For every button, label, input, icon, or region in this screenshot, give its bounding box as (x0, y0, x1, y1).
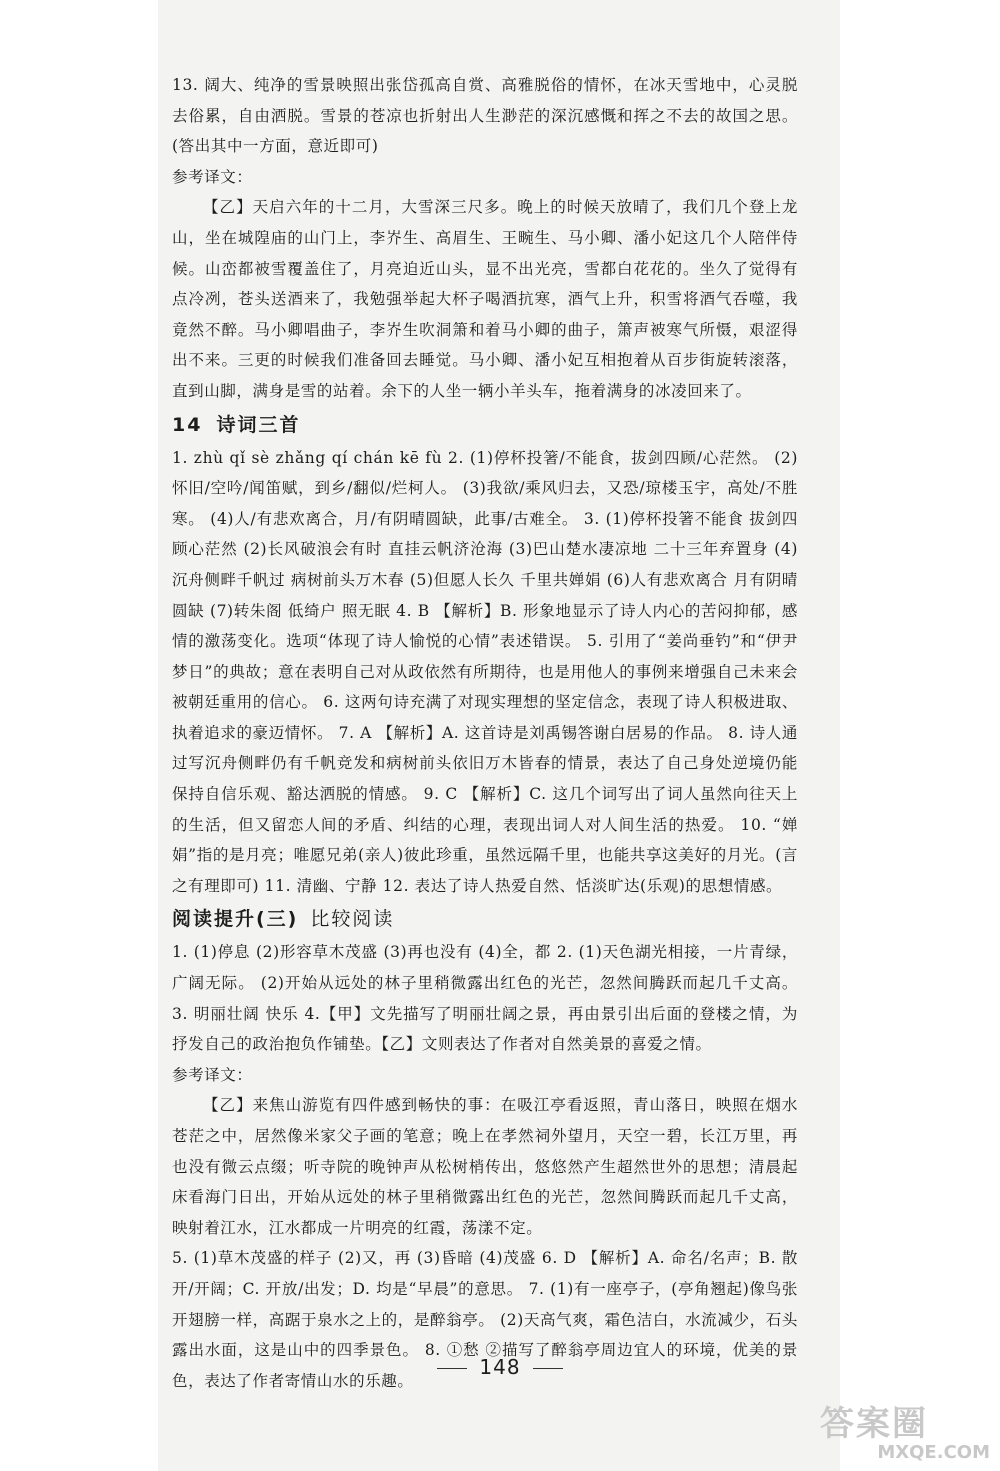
reading-title: 阅读提升(三) (172, 908, 299, 931)
section-answers: 1. zhù qǐ sè zhǎng qí chán kē fù 2. (1)停杯投箸/不能食，拔剑四顾/心茫然。 (2)怀旧/空吟/闻笛赋，到乡/翻似/烂柯人。 (3)我欲/乘风归去，又恐/琼楼玉宇，高处/不胜寒。 (4)人/有悲欢离合，月/有阴晴圆缺，此事/古难全。 3. (1)停杯投箸不能食 拔剑四顾心茫然 (2)长风破浪会有时 直挂云帆济沧海 (3)巴山楚水凄凉地 二十三年弃置身 (4)沉舟侧畔千帆过 病树前头万木春 (5)但愿人长久 千里共婵娟 (6)人有悲欢离合 月有阴晴圆缺 (7)转朱阁 低绮户 照无眠 4. B 【解析】B. 形象地显示了诗人内心的苦闷抑郁，感情的激荡变化。选项“体现了诗人愉悦的心情”表述错误。 5. 引用了“姜尚垂钓”和“伊尹梦日”的典故；意在表明自己对从政依然有所期待，也是用他人的事例来增强自己未来会被朝廷重用的信心。 6. 这两句诗充满了对现实理想的坚定信念，表现了诗人积极进取、执着追求的豪迈情怀。 7. A 【解析】A. 这首诗是刘禹锡答谢白居易的作品。 8. 诗人通过写沉舟侧畔仍有千帆竞发和病树前头依旧万木皆春的情景，表达了自己身处逆境仍能保持自信乐观、豁达洒脱的情感。 9. C 【解析】C. 这几个词写出了词人虽然向往天上的生活，但又留恋人间的矛盾、纠结的心理，表现出词人对人间生活的热爱。 10. “婵娟”指的是月亮；唯愿兄弟(亲人)彼此珍重，虽然远隔千里，也能共享这美好的月光。(言之有理即可) 11. 清幽、宁静 12. 表达了诗人热爱自然、恬淡旷达(乐观)的思想情感。 (172, 448, 798, 895)
page-content (172, 70, 798, 1396)
section-title: 诗词三首 (216, 413, 301, 436)
q13-answer: 13. 阔大、纯净的雪景映照出张岱孤高自赏、高雅脱俗的情怀，在冰天雪地中，心灵脱去俗累，自由洒脱。雪景的苍凉也折射出人生渺茫的深沉感慨和挥之不去的故国之思。(答出其中一方面，意近即可) (172, 76, 798, 156)
section-heading (172, 407, 798, 443)
reference-label: 参考译文： (172, 167, 253, 186)
watermark-url: MXQE.COM (877, 1442, 990, 1463)
page-number (0, 1355, 1000, 1379)
reading-reference-translation: 【乙】来焦山游览有四件感到畅快的事：在吸江亭看返照，青山落日，映照在烟水苍茫之中，居然像米家父子画的笔意；晚上在孝然祠外望月，天空一碧，长江万里，再也没有微云点缀；听寺院的晚钟声从松树梢传出，悠悠然产生超然世外的思想；清晨起床看海门日出，开始从远处的林子里稍微露出红色的光芒，忽然间腾跃而起几千丈高，映射着江水，江水都成一片明亮的红霞，荡漾不定。 (172, 1096, 798, 1237)
reading-answers-part2: 5. (1)草木茂盛的样子 (2)又，再 (3)昏暗 (4)茂盛 6. D 【解析】A. 命名/名声；B. 散开/开阔；C. 开放/出发；D. 均是“早晨”的意思。 7. (1)有一座亭子，(亭角翘起)像鸟张开翅膀一样，高踞于泉水之上的，是醉翁亭。 (2)天高气爽，霜色洁白，水流减少，石头露出水面，这是山中的四季景色。 8. ①愁 ②描写了醉翁亭周边宜人的环境，优美的景色，表达了作者寄情山水的乐趣。 (172, 1249, 798, 1390)
page-number-text: 148 (479, 1355, 521, 1379)
page-number-dash-left (437, 1368, 467, 1369)
reading-reference-label: 参考译文： (172, 1065, 253, 1084)
reference-translation: 【乙】天启六年的十二月，大雪深三尺多。晚上的时候天放晴了，我们几个登上龙山，坐在城隍庙的山门上，李岕生、高眉生、王畹生、马小卿、潘小妃这几个人陪伴侍候。山峦都被雪覆盖住了，月亮迫近山头，显不出光亮，雪都白花花的。坐久了觉得有点冷冽，苍头送酒来了，我勉强举起大杯子喝酒抗寒，酒气上升，积雪将酒气吞噬，我竟然不醉。马小卿唱曲子，李岕生吹洞箫和着马小卿的曲子，箫声被寒气所慑，艰涩得出不来。三更的时候我们准备回去睡觉。马小卿、潘小妃互相抱着从百步街旋转滚落，直到山脚，满身是雪的站着。余下的人坐一辆小羊头车，拖着满身的冰凌回来了。 (172, 198, 798, 400)
watermark-mark: 答案圈 (820, 1404, 928, 1444)
reading-answers-part1: 1. (1)停息 (2)形容草木茂盛 (3)再也没有 (4)全，都 2. (1)天色湖光相接，一片青绿，广阔无际。 (2)开始从远处的林子里稍微露出红色的光芒，忽然间腾跃而起几千丈高。 3. 明丽壮阔 快乐 4.【甲】文先描写了明丽壮阔之景，再由景引出后面的登楼之情，为抒发自己的政治抱负作铺垫。【乙】文则表达了作者对自然美景的喜爱之情。 (172, 943, 798, 1054)
section-number: 14 (172, 413, 203, 436)
page-number-dash-right (533, 1368, 563, 1369)
reading-subtitle: 比较阅读 (310, 908, 395, 931)
watermark-logo (820, 1405, 990, 1465)
reading-heading (172, 901, 798, 937)
